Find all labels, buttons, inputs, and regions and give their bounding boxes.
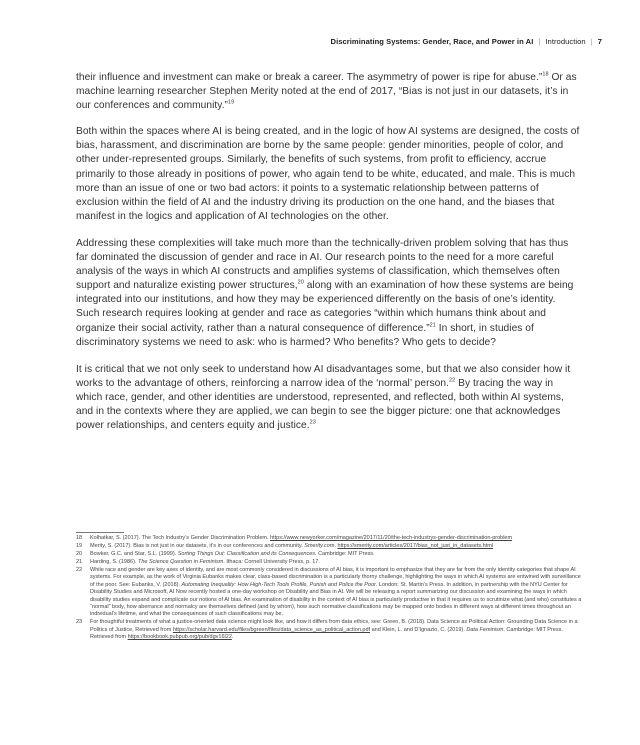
main-text xyxy=(76,71,580,446)
footnote-link[interactable]: https://bookbook.pubpub.org/pub/dgv16l22 xyxy=(127,634,232,641)
footnote-number: 19 xyxy=(76,543,83,549)
footnote-body xyxy=(90,543,584,550)
footnote-ref[interactable]: 21 xyxy=(429,322,436,329)
paragraph-1 xyxy=(76,71,580,113)
footnote-ref[interactable]: 23 xyxy=(309,419,316,426)
footnote-text: . xyxy=(334,543,338,549)
paragraph-text: Addressing these complexities will take much more than the technically-driven problem solving that has thus far dominated the discussion of gender and race in AI. Our research points to the need for a more careful analysis of the ways in which AI constructs and amplifies systems of classification, which themselves often support and naturalize existing power structures, xyxy=(76,237,569,292)
footnote-italic: Data Feminism xyxy=(466,626,504,633)
footnote-text: Bowker, G.C. and Star, S.L. (1999). xyxy=(90,551,178,557)
footnote-body xyxy=(90,619,584,641)
footnote-18 xyxy=(76,535,584,542)
section-name: Introduction xyxy=(545,37,586,46)
footnote-body xyxy=(90,535,584,542)
paragraph-2: Both within the spaces where AI is being created, and in the logic of how AI systems are designed, the costs of bias, harassment, and discrimination are borne by the same people: gender minorities, people of color, and other under-represented groups. Similarly, the benefits of such systems, from profit to efficiency, accrue primarily to those already in positions of power, who again tend to be white, educated, and male. This is much more than an issue of one or two bad actors: it points to a systematic relationship between patterns of exclusion within the field of AI and the industry driving its production on the one hand, and the biases that manifest in the logics and application of AI technologies on the other. xyxy=(76,126,580,222)
footnote-link[interactable]: https://scholar.harvard.edu/files/bgreen/files/data_science_as_political_action.pdf xyxy=(172,626,371,633)
footnote-text: Harding, S. (1986). xyxy=(90,559,138,565)
paragraph-text: their influence and investment can make or break a career. The asymmetry of power is ripe for abuse.” xyxy=(76,72,543,83)
footnote-text: . xyxy=(231,634,234,641)
running-header xyxy=(331,37,602,46)
paragraph-text: In short, in studies of discriminatory systems we need to ask: who is harmed? Who benefits? Who gets to decide? xyxy=(76,322,534,348)
footnote-22 xyxy=(76,567,584,619)
paragraph-4 xyxy=(76,363,580,433)
footnote-body xyxy=(90,551,584,558)
footnote-ref[interactable]: 19 xyxy=(227,99,235,106)
footnote-number: 23 xyxy=(76,619,83,626)
footnote-body xyxy=(90,567,584,619)
footnote-text: Kolhatkar, S. (2017). The Tech Industry’s Gender Discrimination Problem. xyxy=(90,535,271,541)
footnotes xyxy=(76,535,584,642)
footnote-20 xyxy=(76,551,584,558)
footnote-number: 18 xyxy=(76,535,83,541)
footnote-ref[interactable]: 20 xyxy=(297,279,304,286)
header-separator: | xyxy=(538,37,541,46)
footnote-divider xyxy=(76,532,124,533)
footnote-italic: Smerity.com xyxy=(304,543,335,549)
page-number: 7 xyxy=(597,37,602,46)
paragraph-text: It is critical that we not only seek to understand how AI disadvantages some, but that we also consider how it works to the advantage of others, reinforcing a narrow idea of the ‘normal’ person. xyxy=(76,363,571,389)
footnote-ref[interactable]: 22 xyxy=(449,377,456,384)
document-title: Discriminating Systems: Gender, Race, and Power in AI xyxy=(330,37,534,46)
footnote-italic: The Science Question in Feminism xyxy=(138,559,224,565)
header-separator-2: | xyxy=(590,37,593,46)
footnote-number: 21 xyxy=(76,559,83,565)
footnote-text: . London: St. Martin’s Press. In addition, in partnership with the NYU Center for Disability Studies and Microsoft, AI Now recently hosted a one-day workshop on Disability and Bias in AI. We will be releasing a report summarizing our discussion and examining the ways in which disability studies expand and complicate our notions of AI bias. An examination of disability in the context of AI bias is particularly productive in that it requires us to scrutinize what (and who) constitutes a “normal” body, how aberrance and normalcy are themselves defined (and by whom), how such normative classifications may be mapped onto bodies in different ways at different times throughout an individual’s lifetime, and what the consequences of such classifications may be. xyxy=(90,581,582,618)
footnote-text: Merity, S. (2017). Bias is not just in our datasets, it’s in our conferences and community. xyxy=(90,543,305,549)
footnote-body xyxy=(90,559,584,566)
footnote-text: . Cambridge: MIT Press. Retrieved from xyxy=(90,626,563,641)
footnote-text: For thoughtful treatments of what a justice-oriented data science might look like, and how it differs from data ethics, see: Green, B. (2018). Data Science as Political Action: Grounding Data Science in a Politics of Justice, Retrieved from xyxy=(90,619,578,633)
footnote-link[interactable]: https://smerity.com/articles/2017/bias_not_just_in_datasets.html xyxy=(337,543,494,549)
footnote-number: 20 xyxy=(76,551,83,557)
footnote-23 xyxy=(76,619,584,641)
paragraph-text: Or as machine learning researcher Stephen Merity noted at the end of 2017, “Bias is not just in our datasets, it’s in our conferences and community.” xyxy=(76,72,577,112)
footnote-ref[interactable]: 18 xyxy=(542,71,549,78)
footnote-21 xyxy=(76,559,584,566)
footnote-number: 22 xyxy=(76,567,83,573)
footnote-text: While race and gender are key axes of identity, and are most commonly considered in discussions of AI bias, it is important to emphasize that they are far from the only identity categories that shape AI systems. For example, as the work of Virginia Eubanks makes clear, class-based discrimination is a particularly thorny challenge, highlighting the ways in which AI systems are entwined with surveillance of the poor. See: Eubanks, V. (2018). xyxy=(90,567,581,588)
paragraph-text: By tracing the way in which race, gender, and other identities are understood, represented, and reflected, both within AI systems, and in the contexts where they are applied, we can begin to see the bigger picture: one that acknowledges power relationships, and centers equity and justice. xyxy=(76,377,564,432)
footnote-italic: Automating Inequality: How High-Tech Tools Profile, Punish and Police the Poor xyxy=(181,581,376,588)
footnote-text: . Ithaca: Cornell University Press, p. 17. xyxy=(223,559,320,565)
footnote-italic: Sorting Things Out: Classification and its Consequences xyxy=(177,551,316,557)
footnote-text: and Klein, L. and D’Ignazio, C. (2019). xyxy=(370,626,467,633)
paragraph-3 xyxy=(76,237,580,350)
paragraph-text: along with an examination of how these systems are being integrated into our institutions, and how they may be experienced differently on the basis of one’s identity. Such research requires looking at gender and race as categories “within which humans think about and organize their social activity, rather than a natural consequence of difference.” xyxy=(76,280,574,334)
footnote-19 xyxy=(76,543,584,550)
footnote-text: . Cambridge: MIT Press. xyxy=(315,551,375,557)
footnote-link[interactable]: https://www.newyorker.com/magazine/2017/11/20/the-tech-industrys-gender-discrimination-problem xyxy=(270,535,513,541)
